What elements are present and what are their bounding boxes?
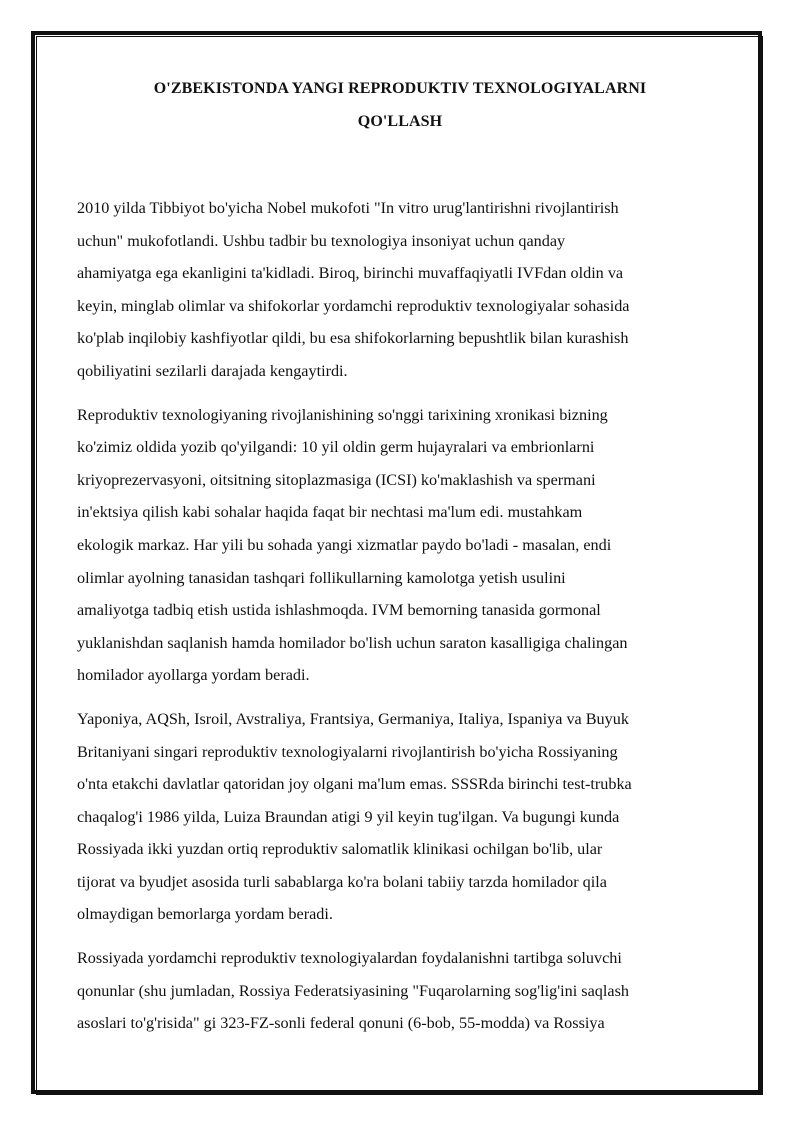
paragraph-list [77,192,723,1040]
paragraph-line: Rossiyada yordamchi reproduktiv texnologiyalardan foydalanishni tartibga soluvchi [77,949,622,968]
document-title [77,72,723,138]
paragraph-line: chaqalog'i 1986 yilda, Luiza Braundan atigi 9 yil keyin tug'ilgan. Va bugungi kunda [77,807,620,826]
paragraph-line: qobiliyatini sezilarli darajada kengaytirdi. [77,361,348,380]
paragraph-line: tijorat va byudjet asosida turli sabablarga ko'ra bolani tabiiy tarzda homilador qila [77,872,607,891]
paragraph [77,942,723,1040]
paragraph-line: olmaydigan bemorlarga yordam beradi. [77,905,333,924]
paragraph-line: uchun" mukofotlandi. Ushbu tadbir bu texnologiya insoniyat uchun qanday [77,231,566,250]
paragraph-line: ahamiyatga ega ekanligini ta'kidladi. Biroq, birinchi muvaffaqiyatli IVFdan oldin va [77,264,624,283]
paragraph-line: keyin, minglab olimlar va shifokorlar yordamchi reproduktiv texnologiyalar sohasida [77,296,630,315]
paragraph-line: Britaniyani singari reproduktiv texnologiyalarni rivojlantirish bo'yicha Rossiyaning [77,742,618,761]
title-line: QO'LLASH [357,113,443,130]
paragraph-line: ko'plab inqilobiy kashfiyotlar qildi, bu esa shifokorlarning bepushtlik bilan kurashish [77,329,629,348]
paragraph-line: ekologik markaz. Har yili bu sohada yangi xizmatlar paydo bo'ladi - masalan, endi [77,535,612,554]
paragraph-line: olimlar ayolning tanasidan tashqari follikullarning kamolotga yetish usulini [77,568,566,587]
paragraph [77,703,723,931]
paragraph [77,192,723,388]
paragraph-line: homilador ayollarga yordam beradi. [77,666,310,685]
paragraph-line: kriyoprezervasyoni, oitsitning sitoplazmasiga (ICSI) ko'maklashish va spermani [77,470,596,489]
paragraph-line: Reproduktiv texnologiyaning rivojlanishining so'nggi tarixining xronikasi bizning [77,405,608,424]
paragraph-line: Yaponiya, AQSh, Isroil, Avstraliya, Frantsiya, Germaniya, Italiya, Ispaniya va Buyuk [77,709,629,728]
paragraph-line: 2010 yilda Tibbiyot bo'yicha Nobel mukofoti "In vitro urug'lantirishni rivojlantirish [77,199,619,217]
paragraph-line: amaliyotga tadbiq etish ustida ishlashmoqda. IVM bemorning tanasida gormonal [77,601,601,620]
paragraph-line: ko'zimiz oldida yozib qo'yilgandi: 10 yil oldin germ hujayralari va embrionlarni [77,438,595,457]
paragraph-line: in'ektsiya qilish kabi sohalar haqida faqat bir nechtasi ma'lum edi. mustahkam [77,503,583,522]
paragraph-line: Rossiyada ikki yuzdan ortiq reproduktiv salomatlik klinikasi ochilgan bo'lib, ular [77,840,603,859]
document-body [77,72,723,1051]
paragraph-line: qonunlar (shu jumladan, Rossiya Federatsiyasining "Fuqarolarning sog'lig'ini saqlash [77,981,629,1000]
paragraph-line: o'nta etakchi davlatlar qatoridan joy olgani ma'lum emas. SSSRda birinchi test-trubka [77,775,632,794]
paragraph-line: yuklanishdan saqlanish hamda homilador bo'lish uchun saraton kasalligiga chalingan [77,633,628,652]
paragraph [77,399,723,692]
paragraph-line: asoslari to'g'risida" gi 323-FZ-sonli federal qonuni (6-bob, 55-modda) va Rossiya [77,1014,605,1033]
title-line: O'ZBEKISTONDA YANGI REPRODUKTIV TEXNOLOGIYALARNI [153,80,647,97]
